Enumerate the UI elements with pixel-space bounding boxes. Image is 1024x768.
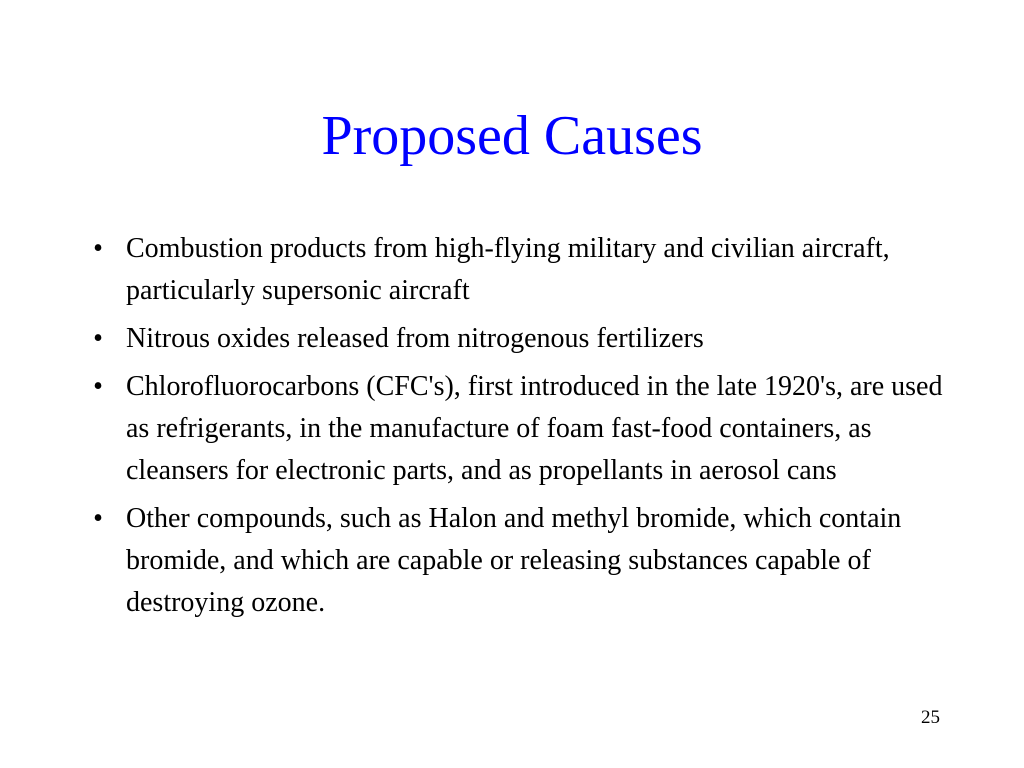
slide-title: Proposed Causes — [321, 105, 703, 167]
bullet-icon: • — [93, 371, 103, 402]
bullet-text: Other compounds, such as Halon and methyl bromide, which contain bromide, and which are capable or releasing substances capable of destroying ozone. — [126, 503, 902, 618]
bullet-item — [86, 366, 956, 492]
bullet-icon: • — [93, 233, 103, 264]
bullet-list — [86, 228, 956, 630]
bullet-text: Chlorofluorocarbons (CFC's), first introduced in the late 1920's, are used as refrigerants, in the manufacture of foam fast-food containers, as cleansers for electronic parts, and as propellants in aerosol cans — [126, 371, 943, 486]
bullet-item — [86, 228, 956, 312]
bullet-icon: • — [93, 503, 103, 534]
bullet-icon: • — [93, 323, 103, 354]
bullet-text: Nitrous oxides released from nitrogenous fertilizers — [126, 323, 704, 354]
bullet-item — [86, 318, 956, 360]
page-number: 25 — [921, 707, 940, 728]
bullet-text: Combustion products from high-flying military and civilian aircraft, particularly supersonic aircraft — [126, 233, 890, 306]
bullet-item — [86, 498, 956, 624]
